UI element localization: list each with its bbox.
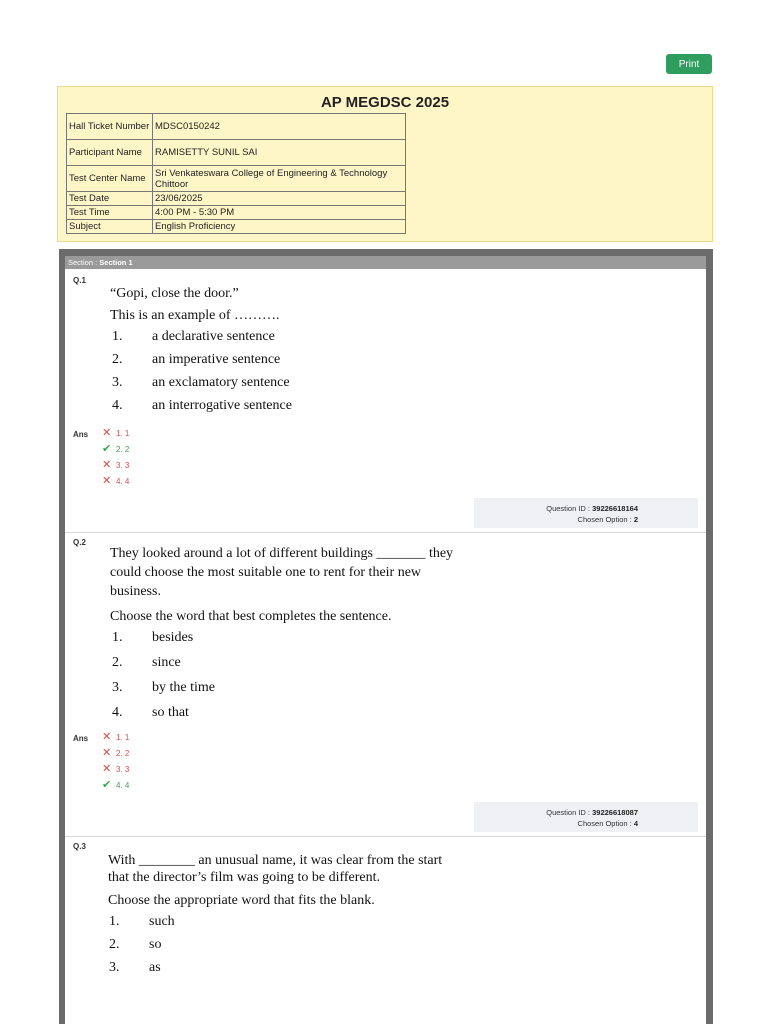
question-id-label: Question ID : (546, 808, 591, 817)
info-row-test-date (67, 192, 406, 206)
option-text: a declarative sentence (152, 329, 275, 344)
cross-icon: ✕ (102, 747, 112, 759)
question-line: Choose the appropriate word that fits the blank. (108, 893, 375, 908)
answer-option (102, 747, 129, 759)
question-number: Q.2 (73, 538, 86, 547)
question-text (110, 544, 495, 626)
question-id-label: Question ID : (546, 504, 591, 513)
option-item (112, 680, 215, 696)
info-key: Test Time (67, 206, 153, 220)
section-header (65, 256, 706, 269)
answer-text: 2. 2 (116, 749, 130, 758)
question-line: This is an example of ………. (110, 308, 280, 323)
option-item (112, 352, 280, 368)
answer-option (102, 443, 129, 455)
question-number: Q.1 (73, 276, 86, 285)
answer-option (102, 763, 129, 775)
info-row-hall-ticket (67, 114, 406, 140)
info-row-test-time (67, 206, 406, 220)
question-id-line (474, 503, 638, 514)
option-number: 1. (112, 630, 123, 645)
answer-option (102, 427, 129, 439)
option-item (109, 960, 161, 976)
option-text: such (149, 914, 175, 929)
question-number: Q.3 (73, 842, 86, 851)
info-row-subject (67, 220, 406, 234)
candidate-info-box (57, 86, 713, 242)
section-name: Section 1 (99, 258, 133, 267)
info-value: Sri Venkateswara College of Engineering & Technology Chittoor (153, 166, 406, 192)
chosen-option-value: 4 (633, 819, 638, 828)
questions-panel (65, 269, 706, 1024)
option-text: an interrogative sentence (152, 398, 292, 413)
answers-label: Ans (73, 430, 89, 439)
option-number: 2. (109, 937, 120, 952)
answer-text: 3. 3 (116, 461, 130, 470)
section-prefix: Section : (68, 258, 98, 267)
info-value: 4:00 PM - 5:30 PM (153, 206, 406, 220)
info-value: RAMISETTY SUNIL SAI (153, 140, 406, 166)
option-text: since (152, 655, 181, 670)
answer-text: 3. 3 (116, 765, 130, 774)
info-value: 23/06/2025 (153, 192, 406, 206)
option-number: 2. (112, 655, 123, 670)
answer-text: 1. 1 (116, 429, 130, 438)
info-row-test-center (67, 166, 406, 192)
question-id-value: 39226618164 (592, 504, 638, 513)
answer-text: 1. 1 (116, 733, 130, 742)
option-text: an exclamatory sentence (152, 375, 290, 390)
cross-icon: ✕ (102, 459, 112, 471)
question-text (110, 284, 280, 325)
answer-option (102, 475, 129, 487)
option-number: 1. (109, 914, 120, 929)
option-item (112, 375, 290, 391)
option-text: besides (152, 630, 194, 645)
cross-icon: ✕ (102, 475, 112, 487)
chosen-option-label: Chosen Option : (577, 819, 632, 828)
option-number: 3. (112, 680, 123, 695)
check-icon: ✔ (102, 779, 112, 791)
info-value: English Proficiency (153, 220, 406, 234)
option-item (112, 655, 181, 671)
answer-text: 4. 4 (116, 477, 130, 486)
info-key: Subject (67, 220, 153, 234)
option-number: 4. (112, 398, 123, 413)
cross-icon: ✕ (102, 763, 112, 775)
info-key: Test Date (67, 192, 153, 206)
option-item (112, 398, 292, 414)
option-text: so (149, 937, 162, 952)
answer-text: 4. 4 (116, 781, 130, 790)
candidate-info-table (66, 113, 406, 234)
question-line: With ________ an unusual name, it was clear from the start (108, 853, 443, 868)
info-value: MDSC0150242 (153, 114, 406, 140)
question-line: “Gopi, close the door.” (110, 286, 239, 301)
option-number: 3. (112, 375, 123, 390)
cross-icon: ✕ (102, 427, 112, 439)
option-number: 2. (112, 352, 123, 367)
chosen-option-value: 2 (633, 515, 638, 524)
question-id-line (474, 807, 638, 818)
answer-option (102, 731, 129, 743)
option-item (112, 705, 189, 721)
option-item (109, 914, 175, 930)
question-block (65, 837, 706, 977)
check-icon: ✔ (102, 443, 112, 455)
option-item (112, 329, 275, 345)
chosen-option-line (474, 818, 638, 829)
answer-text: 2. 2 (116, 445, 130, 454)
answer-option (102, 779, 129, 791)
question-line: that the director’s film was going to be different. (108, 870, 381, 885)
option-text: so that (152, 705, 189, 720)
answer-option (102, 459, 129, 471)
print-button[interactable]: Print (666, 54, 712, 74)
option-number: 1. (112, 329, 123, 344)
option-text: an imperative sentence (152, 352, 281, 367)
option-number: 3. (109, 960, 120, 975)
info-key: Participant Name (67, 140, 153, 166)
chosen-option-line (474, 514, 638, 525)
option-text: as (149, 960, 161, 975)
info-key: Hall Ticket Number (67, 114, 153, 140)
question-line: Choose the word that best completes the sentence. (110, 609, 392, 624)
question-line: They looked around a lot of different buildings _______ they (110, 546, 454, 561)
answers-label: Ans (73, 734, 89, 743)
info-key: Test Center Name (67, 166, 153, 192)
question-meta-box (474, 498, 698, 528)
question-text (108, 852, 493, 910)
chosen-option-label: Chosen Option : (577, 515, 632, 524)
option-item (112, 630, 193, 646)
question-block (65, 269, 706, 531)
question-id-value: 39226618087 (592, 808, 638, 817)
question-line: business. (110, 584, 161, 599)
option-item (109, 937, 161, 953)
question-block (65, 533, 706, 835)
option-text: by the time (152, 680, 215, 695)
question-line: could choose the most suitable one to rent for their new (110, 565, 422, 580)
option-number: 4. (112, 705, 123, 720)
info-row-participant (67, 140, 406, 166)
question-meta-box (474, 802, 698, 832)
exam-title: AP MEGDSC 2025 (320, 94, 450, 111)
cross-icon: ✕ (102, 731, 112, 743)
